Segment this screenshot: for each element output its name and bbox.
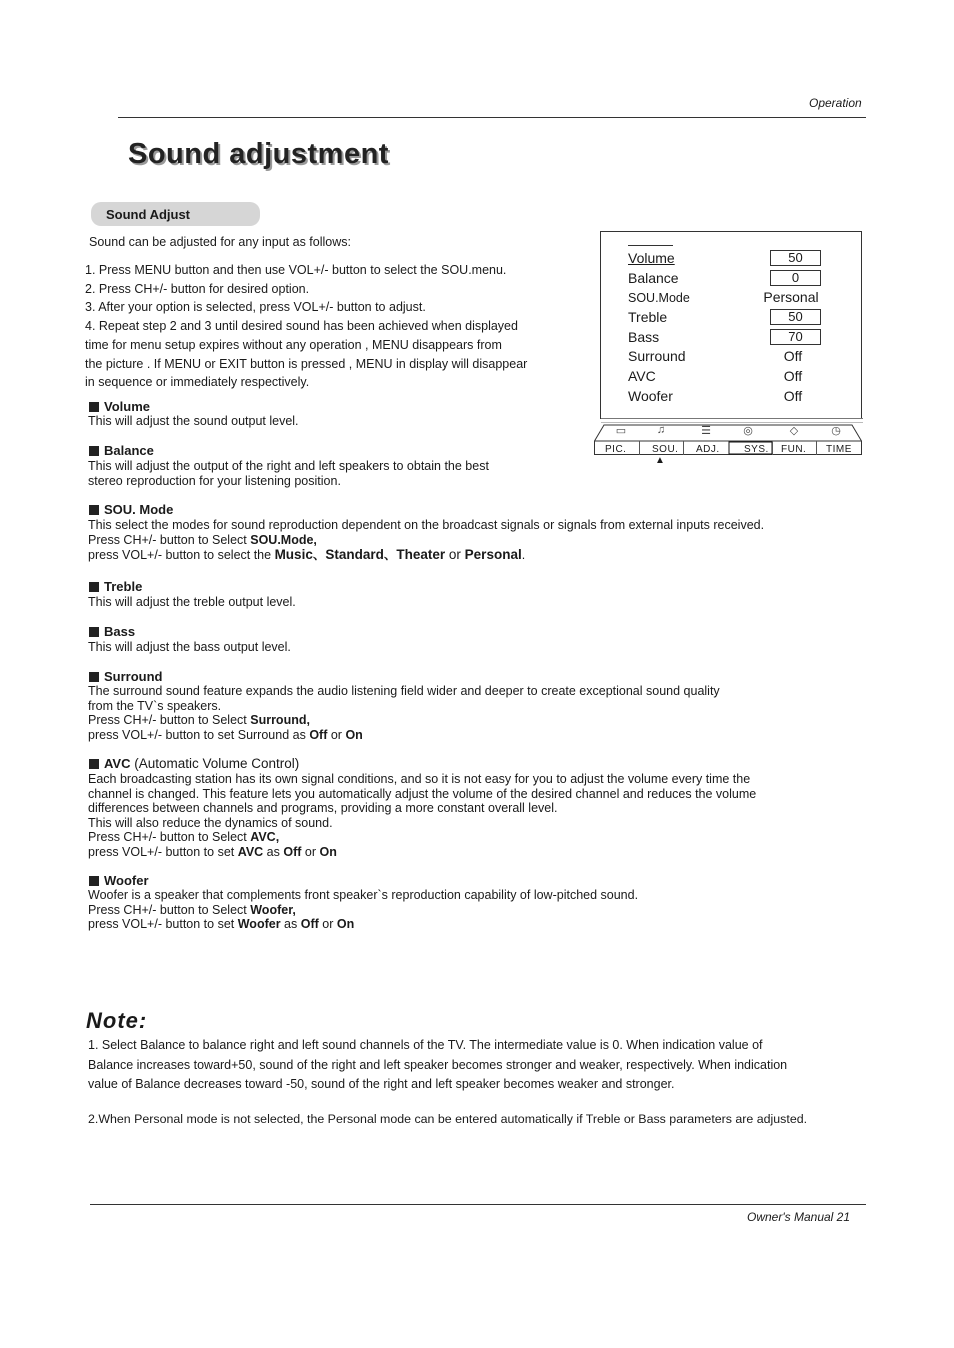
section-treble-title [89, 579, 142, 594]
bullet-square-icon [89, 627, 99, 637]
bullet-square-icon [89, 402, 99, 412]
note-line-2: 2.When Personal mode is not selected, the Personal mode can be entered automatically if Treble or Bass parameters are adjusted. [88, 1112, 808, 1126]
osd-value-treble: 50 [770, 309, 821, 325]
bullet-square-icon [89, 672, 99, 682]
pill-label: Sound Adjust [106, 207, 191, 222]
section-volume-text [88, 414, 299, 429]
tab-time: TIME [826, 444, 852, 455]
text-line [88, 713, 720, 728]
tab-bar-outline [594, 421, 862, 455]
text-line: stereo reproduction for your listening position. [88, 473, 341, 488]
tab-pic: PIC. [605, 444, 627, 455]
section-title-text: SOU. Mode [104, 502, 174, 517]
osd-value-bass: 70 [770, 329, 821, 345]
section-balance-text [88, 459, 489, 488]
osd-label-surround: Surround [628, 348, 686, 364]
section-soumode-text [88, 518, 764, 563]
mode-option: Music [274, 547, 313, 562]
tab-fun: FUN. [781, 444, 807, 455]
bold-run: SOU.Mode, [250, 532, 317, 547]
intro-text: Sound can be adjusted for any input as follows: [89, 235, 351, 249]
text-line [88, 845, 756, 860]
tab-separator [816, 441, 817, 455]
tab-sou: SOU. [652, 444, 679, 455]
osd-label-treble: Treble [628, 309, 668, 325]
section-volume-title [89, 399, 150, 414]
bold-run: On [336, 917, 355, 931]
text-line: Woofer is a speaker that complements front speaker`s reproduction capability of low-pitched sound. [88, 888, 639, 902]
monitor-icon: ▭ [615, 425, 627, 437]
text-line: This will also reduce the dynamics of sound. [88, 815, 333, 830]
osd-label-soumode: SOU.Mode [628, 291, 690, 305]
bullet-square-icon [89, 582, 99, 592]
mode-option: Standard [325, 547, 384, 562]
bold-run: AVC [237, 844, 264, 859]
section-soumode-title [89, 502, 173, 517]
osd-label-bass: Bass [628, 329, 660, 345]
bold-run: AVC, [250, 830, 280, 844]
notes-icon: ♫ [656, 424, 666, 436]
alarm-icon: ◷ [831, 425, 841, 437]
bold-run: Woofer [237, 917, 281, 931]
text-line [88, 548, 764, 563]
text-line: This will adjust the output of the right and left speakers to obtain the best [88, 459, 489, 473]
text-run: as [280, 917, 301, 931]
mode-option: Personal [464, 547, 522, 562]
section-woofer-title [89, 873, 149, 888]
sliders-icon: ☰ [701, 425, 711, 437]
clock-icon: ◎ [743, 425, 753, 437]
osd-tab-bar [594, 421, 862, 455]
section-title-text: AVC [104, 756, 131, 771]
text-line: The surround sound feature expands the audio listening field wider and deeper to create exceptional sound quality [88, 684, 720, 698]
section-title-text: Woofer [104, 873, 149, 888]
section-woofer-text [88, 888, 638, 932]
top-divider [118, 117, 866, 118]
sound-menu-osd [600, 231, 862, 419]
tab-separator [772, 441, 773, 455]
text-line: This will adjust the treble output level. [88, 595, 296, 609]
tab-adj: ADJ. [696, 444, 720, 455]
text-run: . [521, 548, 526, 562]
diamond-icon: ◇ [789, 425, 799, 437]
text-run: or [445, 547, 465, 562]
text-line: differences between channels and programs, providing a more constant overall level. [88, 801, 558, 815]
osd-value-avc: Off [783, 368, 803, 384]
bold-run: On [345, 727, 363, 742]
osd-highlight-bar [628, 245, 673, 246]
step-line: 1. Press MENU button and then use VOL+/- button to select the SOU.menu. [85, 263, 507, 277]
osd-value-balance: 0 [770, 270, 821, 286]
osd-label-volume: Volume [628, 250, 675, 266]
text-run: press VOL+/- button to set [88, 844, 238, 859]
osd-label-balance: Balance [628, 270, 679, 286]
bold-run: Off [283, 844, 302, 859]
note-line: value of Balance decreases toward -50, sound of the right and left speaker becomes weaker and stronger. [88, 1077, 675, 1091]
bullet-square-icon [89, 505, 99, 515]
page-footer: Owner's Manual 21 [747, 1210, 851, 1224]
step-line: in sequence or immediately respectively. [85, 375, 310, 390]
text-line: This will adjust the bass output level. [88, 640, 291, 654]
osd-value-soumode: Personal [763, 289, 819, 305]
text-line [88, 533, 764, 548]
step-line: the picture . If MENU or EXIT button is pressed , MENU in display will disappear [85, 356, 528, 371]
tab-sys: SYS. [744, 444, 769, 455]
bullet-square-icon [89, 876, 99, 886]
bold-run: Off [300, 917, 319, 931]
bottom-divider [90, 1204, 866, 1205]
text-run: or [301, 844, 320, 859]
osd-value-volume: 50 [770, 250, 821, 266]
bold-run: On [319, 844, 337, 859]
step-line: time for menu setup expires without any operation , MENU disappears from [85, 337, 502, 352]
tab-separator [683, 441, 684, 455]
step-line: 4. Repeat step 2 and 3 until desired sound has been achieved when displayed [85, 319, 518, 334]
note-line: 1. Select Balance to balance right and left sound channels of the TV. The intermediate value is 0. When indication value of [88, 1038, 763, 1052]
section-surround-text [88, 684, 720, 742]
text-run: or [318, 917, 337, 931]
bold-run: Off [309, 727, 328, 742]
step-line: 2. Press CH+/- button for desired option. [85, 281, 310, 296]
bold-run: Surround, [250, 713, 310, 727]
separator: 、 [312, 548, 326, 562]
section-avc-title [89, 756, 299, 771]
section-title-text: Balance [104, 443, 154, 458]
page-title: Sound adjustment [128, 138, 389, 170]
sound-adjust-pill [91, 202, 260, 226]
text-line: from the TV`s speakers. [88, 698, 222, 713]
text-line [88, 903, 638, 918]
text-run: or [327, 727, 346, 742]
section-title-text: Volume [104, 399, 150, 414]
text-line: Each broadcasting station has its own signal conditions, and so it is not easy for you to adjust the volume every time the [88, 772, 751, 786]
text-line: This will adjust the sound output level. [88, 414, 299, 428]
section-bass-text [88, 640, 291, 655]
bullet-square-icon [89, 446, 99, 456]
note-text [88, 1036, 787, 1095]
text-line: channel is changed. This feature lets you automatically adjust the volume of the desired channel and reduces the volume [88, 786, 757, 801]
section-bass-title [89, 624, 135, 639]
header-section-label: Operation [809, 96, 862, 110]
text-run: Press CH+/- button to Select [88, 532, 251, 547]
tab-separator [639, 441, 640, 455]
section-title-text: Surround [104, 669, 163, 684]
text-run: Press CH+/- button to Select [88, 713, 251, 727]
text-run: press VOL+/- button to set Surround as [88, 727, 310, 742]
text-line [88, 830, 756, 845]
section-title-text: Treble [104, 579, 143, 594]
text-line [88, 728, 720, 743]
selected-tab-pointer: ▲ [655, 455, 665, 466]
osd-label-woofer: Woofer [628, 388, 673, 404]
section-treble-text [88, 595, 296, 610]
separator: 、 [383, 548, 397, 562]
steps-list [85, 261, 527, 392]
text-run: press VOL+/- button to set [88, 917, 238, 931]
bold-run: Woofer, [250, 902, 296, 917]
text-run: press VOL+/- button to select the [88, 548, 275, 562]
text-run: as [263, 844, 284, 859]
section-balance-title [89, 443, 154, 458]
osd-value-woofer: Off [783, 388, 803, 404]
step-line: 3. After your option is selected, press VOL+/- button to adjust. [85, 300, 426, 315]
section-avc-text [88, 772, 756, 859]
osd-value-surround: Off [783, 348, 803, 364]
text-run: Press CH+/- button to Select [88, 830, 251, 844]
mode-option: Theater [396, 547, 446, 562]
osd-label-avc: AVC [628, 368, 656, 384]
note-title: Note: [86, 1008, 148, 1033]
bullet-square-icon [89, 759, 99, 769]
text-line [88, 917, 638, 932]
note-line: Balance increases toward+50, sound of the right and left speaker becomes stronger and weaker, respectively. When indication [88, 1057, 788, 1072]
text-run: Press CH+/- button to Select [88, 902, 251, 917]
text-line: This select the modes for sound reproduction dependent on the broadcast signals or signals from external inputs received. [88, 518, 765, 532]
section-title-text: Bass [104, 624, 136, 639]
section-surround-title [89, 669, 163, 684]
section-subtitle: (Automatic Volume Control) [130, 756, 300, 771]
